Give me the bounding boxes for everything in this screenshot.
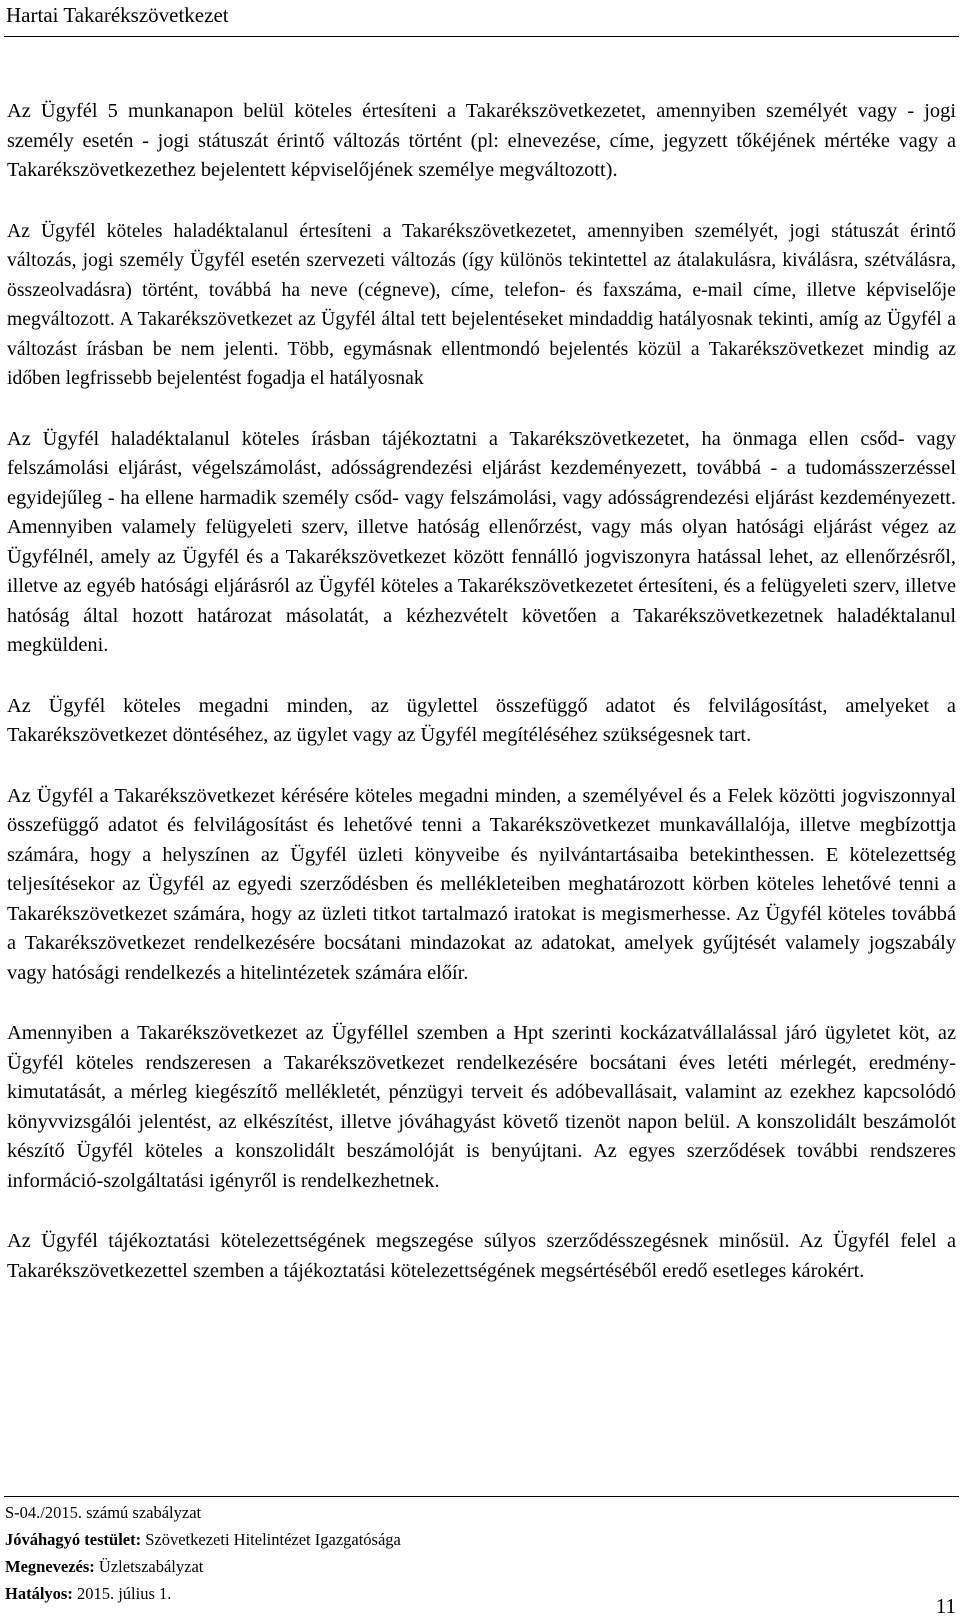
- paragraph-data-provision: Az Ügyfél köteles megadni minden, az ügylettel összefüggő adatot és felvilágosítást, amelyeket a Takarékszövetkezet döntéséhez, az ügylet vagy az Ügyfél megítéléséhez szükségesnek tart.: [7, 694, 956, 746]
- footer-approver-label: Jóváhagyó testület:: [5, 1530, 142, 1549]
- paragraph-immediate-notification: Az Ügyfél köteles haladéktalanul értesíteni a Takarékszövetkezetet, amennyiben személyét, jogi státuszát érintő változás, jogi személy Ügyfél esetén szervezeti változás (így különös tekintettel az átalakulásra, kiválásra, szétválásra, összeolvadásra) történt, továbbá ha neve (cégneve), címe, telefon- és faxszáma, e-mail címe, illetve képviselője megváltozott. A Takarékszövetkezet az Ügyfél által tett bejelentéseket mindaddig hatályosnak tekinti, amíg az Ügyfél a változást írásban be nem jelenti. Több, egymásnak ellentmondó bejelentés közül a Takarékszövetkezet mindig az időben legfrissebb bejelentést fogadja el hatályosnak: [7, 220, 956, 389]
- footer-approver: [5, 1526, 401, 1553]
- footer-effective-date: [5, 1580, 401, 1607]
- paragraph-inspection-rights: Az Ügyfél a Takarékszövetkezet kérésére köteles megadni minden, a személyével és a Felek közötti jogviszonnyal összefüggő adatot és felvilágosítást és lehetővé tenni a Takarékszövetkezet munkavállalója, illetve megbízottja számára, hogy a helyszínen az Ügyfél üzleti könyveibe és nyilvántartásaiba betekinthessen. E kötelezettség teljesítésekor az Ügyfél az egyedi szerződésben és mellékleteiben meghatározott körben köteles lehetővé tenni a Takarékszövetkezet számára, hogy az üzleti titkot tartalmazó iratokat is megismerhesse. Az Ügyfél köteles továbbá a Takarékszövetkezet rendelkezésére bocsátani mindazokat az adatokat, amelyek gyűjtését valamely jogszabály vagy hatósági rendelkezés a hitelintézetek számára előír.: [7, 784, 956, 984]
- page-header-title: Hartai Takarékszövetkezet: [6, 3, 229, 27]
- footer-divider: [4, 1496, 959, 1497]
- document-body: [7, 97, 956, 1317]
- paragraph-breach-liability: Az Ügyfél tájékoztatási kötelezettségének megszegése súlyos szerződésszegésnek minősül. Az Ügyfél felel a Takarékszövetkezettel szemben a tájékoztatási kötelezettségének megsértéséből eredő esetleges károkért.: [7, 1230, 956, 1282]
- footer-name-value: Üzletszabályzat: [94, 1557, 204, 1576]
- footer-document-name: [5, 1553, 401, 1580]
- footer-approver-value: Szövetkezeti Hitelintézet Igazgatósága: [141, 1530, 401, 1549]
- footer-effective-value: 2015. július 1.: [72, 1584, 172, 1603]
- footer-effective-label: Hatályos:: [5, 1584, 73, 1603]
- paragraph-financial-reports: Amennyiben a Takarékszövetkezet az Ügyféllel szemben a Hpt szerinti kockázatvállalással járó ügyletet köt, az Ügyfél köteles rendszeresen a Takarékszövetkezet rendelkezésére bocsátani éves letéti mérlegét, eredmény-kimutatását, a mérleg kiegészítő mellékletét, pénzügyi terveit és adóbevallásait, valamint az ezekhez kapcsolódó könyvvizsgálói jelentést, az elkészítést, illetve jóváhagyást követő tizenöt napon belül. A konszolidált beszámolót készítő Ügyfél köteles a konszolidált beszámolóját is benyújtani. Az egyes szerződések további rendszeres információ-szolgáltatási igényről is rendelkezhetnek.: [7, 1022, 956, 1192]
- footer-name-label: Megnevezés:: [5, 1557, 95, 1576]
- paragraph-insolvency-notice: Az Ügyfél haladéktalanul köteles írásban tájékoztatni a Takarékszövetkezetet, ha önmaga ellen csőd- vagy felszámolási eljárást, végelszámolást, adósságrendezési eljárást kezdeményezett, továbbá - a tudomásszerzéssel egyidejűleg - ha ellene harmadik személy csőd- vagy felszámolási, vagy adósságrendezési eljárást kezdeményezett. Amennyiben valamely felügyeleti szerv, illetve hatóság ellenőrzést, vagy más olyan hatósági eljárást végez az Ügyfélnél, amely az Ügyfél és a Takarékszövetkezet között fennálló jogviszonyra hatással lehet, az ellenőrzésről, illetve az egyéb hatósági eljárásról az Ügyfél köteles a Takarékszövetkezetet értesíteni, és a felügyeleti szerv, illetve hatóság által hozott határozat másolatát, a kézhezvételt követően a Takarékszövetkezetnek haladéktalanul megküldeni.: [7, 427, 956, 656]
- footer-regulation-number: S-04./2015. számú szabályzat: [5, 1503, 202, 1522]
- page-number: 11: [935, 1594, 956, 1618]
- paragraph-notification-5-days: Az Ügyfél 5 munkanapon belül köteles értesíteni a Takarékszövetkezetet, amennyiben személyét vagy - jogi személy esetén - jogi státuszát érintő változás történt (pl: elnevezése, címe, jegyzett tőkéjének mértéke vagy a Takarékszövetkezethez bejelentett képviselőjének személye megváltozott).: [7, 100, 956, 181]
- document-footer: [5, 1499, 401, 1607]
- header-divider: [4, 36, 959, 37]
